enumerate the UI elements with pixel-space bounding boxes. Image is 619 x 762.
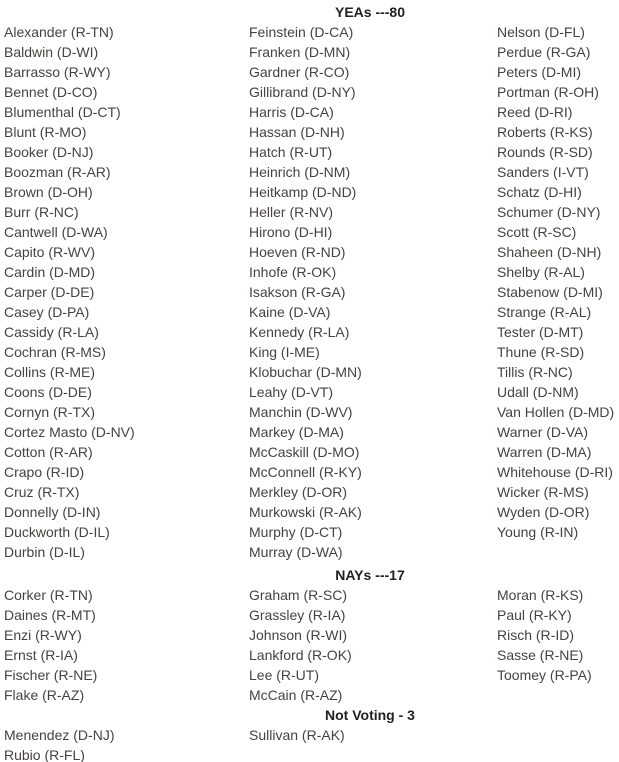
senator-name: McConnell (R-KY) <box>249 464 362 480</box>
senator-name: Van Hollen (D-MD) <box>497 404 615 420</box>
senator-name: Duckworth (D-IL) <box>4 524 110 540</box>
senator-name: Murkowski (R-AK) <box>249 504 362 520</box>
senator-name: Reed (D-RI) <box>497 104 573 120</box>
senator-name: Menendez (D-NJ) <box>4 727 115 743</box>
senator-name: Tillis (R-NC) <box>497 364 573 380</box>
senator-name: Risch (R-ID) <box>497 627 574 643</box>
senator-name: Fischer (R-NE) <box>4 667 98 683</box>
senator-name: Young (R-IN) <box>497 524 579 540</box>
senator-name: Feinstein (D-CA) <box>249 24 354 40</box>
senator-name: Toomey (R-PA) <box>497 667 592 683</box>
senator-name: Coons (D-DE) <box>4 384 92 400</box>
senator-name: Flake (R-AZ) <box>4 687 85 703</box>
senator-name: Cornyn (R-TX) <box>4 404 96 420</box>
senator-name: McCaskill (D-MO) <box>249 444 360 460</box>
senator-name: Perdue (R-GA) <box>497 44 591 60</box>
senator-name: Murphy (D-CT) <box>249 524 343 540</box>
senator-name: Nelson (D-FL) <box>497 24 585 40</box>
senator-name: Barrasso (R-WY) <box>4 64 111 80</box>
senator-name: Brown (D-OH) <box>4 184 93 200</box>
senator-name: Cassidy (R-LA) <box>4 324 99 340</box>
senator-name: Cruz (R-TX) <box>4 484 80 500</box>
senator-name: Cortez Masto (D-NV) <box>4 424 135 440</box>
senator-name: Wyden (D-OR) <box>497 504 590 520</box>
nays-column-2 <box>249 585 497 705</box>
senator-name: Blumenthal (D-CT) <box>4 104 121 120</box>
section-not-voting <box>0 705 619 762</box>
senator-name: Casey (D-PA) <box>4 304 90 320</box>
senator-name: Portman (R-OH) <box>497 84 599 100</box>
senator-name: Burr (R-NC) <box>4 204 79 220</box>
senator-name: Warner (D-VA) <box>497 424 588 440</box>
senator-name: Alexander (R-TN) <box>4 24 114 40</box>
senator-name: Gillibrand (D-NY) <box>249 84 356 100</box>
senator-name: Blunt (R-MO) <box>4 124 87 140</box>
senator-name: Cantwell (D-WA) <box>4 224 108 240</box>
senator-name: Sullivan (R-AK) <box>249 727 345 743</box>
not-voting-column-1 <box>4 725 249 762</box>
not-voting-column-2 <box>249 725 497 762</box>
senator-name: Sasse (R-NE) <box>497 647 584 663</box>
senator-name: Hassan (D-NH) <box>249 124 345 140</box>
section-nays <box>0 565 619 705</box>
senator-name: Murray (D-WA) <box>249 544 343 560</box>
yeas-section-title: YEAs ---80 <box>334 4 406 20</box>
senator-name: Warren (D-MA) <box>497 444 592 460</box>
senator-name: Markey (D-MA) <box>249 424 344 440</box>
senator-name: Shaheen (D-NH) <box>497 244 602 260</box>
senator-name: Inhofe (R-OK) <box>249 264 337 280</box>
senator-name: Merkley (D-OR) <box>249 484 347 500</box>
senator-name: McCain (R-AZ) <box>249 687 343 703</box>
senator-name: Crapo (R-ID) <box>4 464 85 480</box>
senator-name: Bennet (D-CO) <box>4 84 98 100</box>
senator-name: Gardner (R-CO) <box>249 64 350 80</box>
senator-name: Paul (R-KY) <box>497 607 572 623</box>
senator-name: Heinrich (D-NM) <box>249 164 351 180</box>
senator-name: Udall (D-NM) <box>497 384 579 400</box>
senator-name: Wicker (R-MS) <box>497 484 589 500</box>
senator-name: Stabenow (D-MI) <box>497 284 603 300</box>
senator-name: Lee (R-UT) <box>249 667 320 683</box>
yeas-column-2 <box>249 22 497 562</box>
not-voting-columns <box>0 725 619 762</box>
senator-name: Schatz (D-HI) <box>497 184 582 200</box>
senator-name: Rounds (R-SD) <box>497 144 593 160</box>
nays-column-3 <box>497 585 619 705</box>
senator-name: Rubio (R-FL) <box>4 747 85 762</box>
senator-name: Baldwin (D-WI) <box>4 44 99 60</box>
senator-name: Cardin (D-MD) <box>4 264 95 280</box>
senator-name: Schumer (D-NY) <box>497 204 601 220</box>
senator-name: Booker (D-NJ) <box>4 144 94 160</box>
senator-name: Isakson (R-GA) <box>249 284 346 300</box>
senator-name: Enzi (R-WY) <box>4 627 82 643</box>
senator-name: Hoeven (R-ND) <box>249 244 346 260</box>
senator-name: Leahy (D-VT) <box>249 384 334 400</box>
senator-name: Shelby (R-AL) <box>497 264 585 280</box>
senator-name: Thune (R-SD) <box>497 344 585 360</box>
senator-name: Heitkamp (D-ND) <box>249 184 357 200</box>
senator-name: Collins (R-ME) <box>4 364 95 380</box>
yeas-column-3 <box>497 22 619 562</box>
senator-name: Franken (D-MN) <box>249 44 351 60</box>
not-voting-column-3 <box>497 725 619 762</box>
senator-name: Carper (D-DE) <box>4 284 95 300</box>
senator-name: Harris (D-CA) <box>249 104 334 120</box>
senator-name: Scott (R-SC) <box>497 224 577 240</box>
senator-name: Grassley (R-IA) <box>249 607 346 623</box>
senator-name: Peters (D-MI) <box>497 64 581 80</box>
senator-name: Durbin (D-IL) <box>4 544 85 560</box>
nays-column-1 <box>4 585 249 705</box>
senator-name: Heller (R-NV) <box>249 204 333 220</box>
senator-name: Whitehouse (D-RI) <box>497 464 613 480</box>
senator-name: Graham (R-SC) <box>249 587 348 603</box>
yeas-columns <box>0 22 619 562</box>
senator-name: Hatch (R-UT) <box>249 144 333 160</box>
senator-name: Strange (R-AL) <box>497 304 592 320</box>
senator-name: King (I-ME) <box>249 344 320 360</box>
senator-name: Hirono (D-HI) <box>249 224 333 240</box>
senator-name: Kennedy (R-LA) <box>249 324 350 340</box>
senator-name: Ernst (R-IA) <box>4 647 78 663</box>
senator-name: Cochran (R-MS) <box>4 344 106 360</box>
senator-name: Corker (R-TN) <box>4 587 93 603</box>
senator-name: Donnelly (D-IN) <box>4 504 101 520</box>
senator-name: Manchin (D-WV) <box>249 404 353 420</box>
senator-name: Boozman (R-AR) <box>4 164 111 180</box>
senator-name: Roberts (R-KS) <box>497 124 593 140</box>
senator-name: Moran (R-KS) <box>497 587 584 603</box>
nays-section-title: NAYs ---17 <box>335 567 405 583</box>
senator-name: Daines (R-MT) <box>4 607 96 623</box>
senator-name: Capito (R-WV) <box>4 244 96 260</box>
senator-name: Johnson (R-WI) <box>249 627 348 643</box>
senator-name: Sanders (I-VT) <box>497 164 589 180</box>
yeas-column-1 <box>4 22 249 562</box>
senator-name: Lankford (R-OK) <box>249 647 352 663</box>
senator-name: Klobuchar (D-MN) <box>249 364 362 380</box>
nays-columns <box>0 585 619 705</box>
not-voting-section-title: Not Voting - 3 <box>325 707 415 723</box>
section-yeas <box>0 2 619 562</box>
senator-name: Kaine (D-VA) <box>249 304 331 320</box>
senator-name: Cotton (R-AR) <box>4 444 93 460</box>
senator-name: Tester (D-MT) <box>497 324 584 340</box>
